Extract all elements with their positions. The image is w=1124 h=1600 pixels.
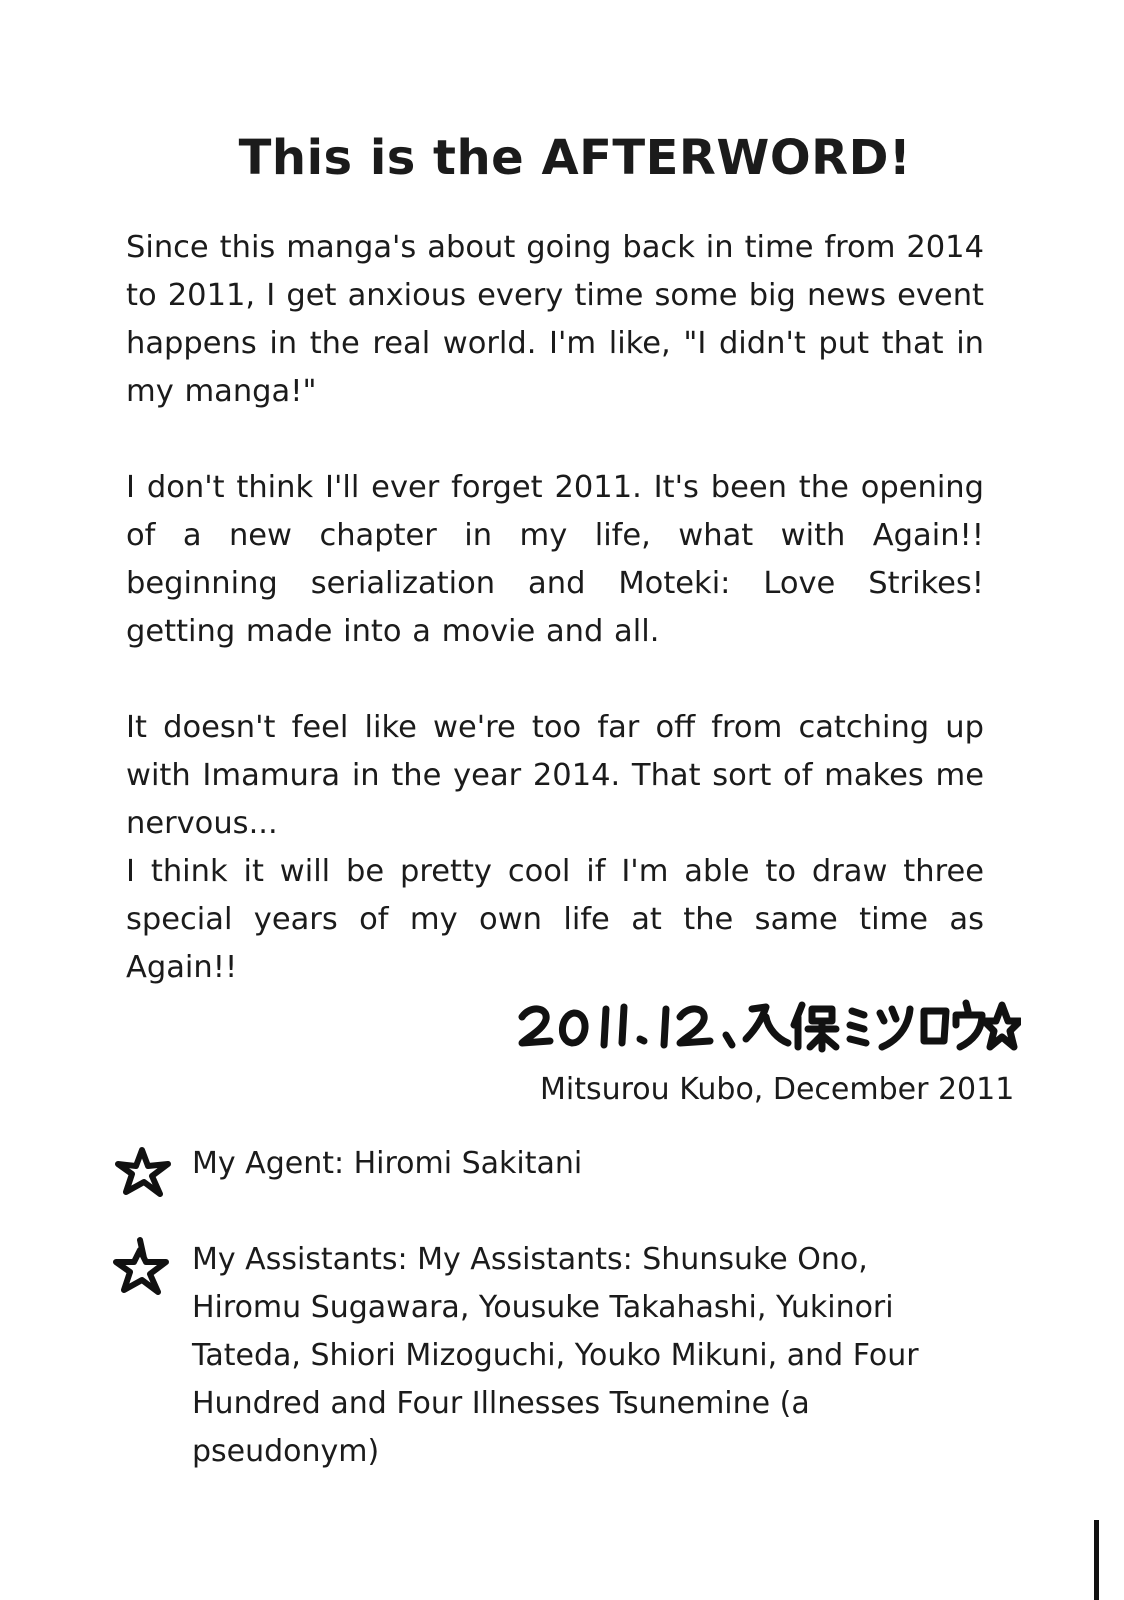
star-icon [112,1140,176,1204]
paragraph-3: It doesn't feel like we're too far off from catching up with Imamura in the year 2014. That sort of makes me nervous... [126,710,984,841]
handwritten-signature [516,995,1021,1055]
signature-text [516,1055,517,1056]
author-credit: Mitsurou Kubo, December 2011 [540,1072,1015,1107]
agent-credit: My Agent: Hiromi Sakitani [192,1146,583,1181]
star-icon [110,1236,174,1300]
paragraph-4: I think it will be pretty cool if I'm able to draw three special years of my own life at the same time as Again!! [126,854,984,985]
signature-drawing [516,995,1021,1055]
paragraph-1: Since this manga's about going back in time from 2014 to 2011, I get anxious every time some big news event happens in the real world. I'm like, "I didn't put that in my manga!" [126,230,984,409]
assistants-credit: My Assistants: My Assistants: Shunsuke Ono, Hiromu Sugawara, Yousuke Takahashi, Yukinori Tateda, Shiori Mizoguchi, Youko Mikuni, and Four Hundred and Four Illnesses Tsunemine (a pseudonym) [192,1242,919,1469]
page-title: This is the AFTERWORD! [238,130,912,186]
paragraph-2: I don't think I'll ever forget 2011. It's been the opening of a new chapter in my life, what with Again!! beginning serialization and Moteki: Love Strikes! getting made into a movie and all. [126,470,984,649]
page-edge-mark [1094,1520,1099,1600]
